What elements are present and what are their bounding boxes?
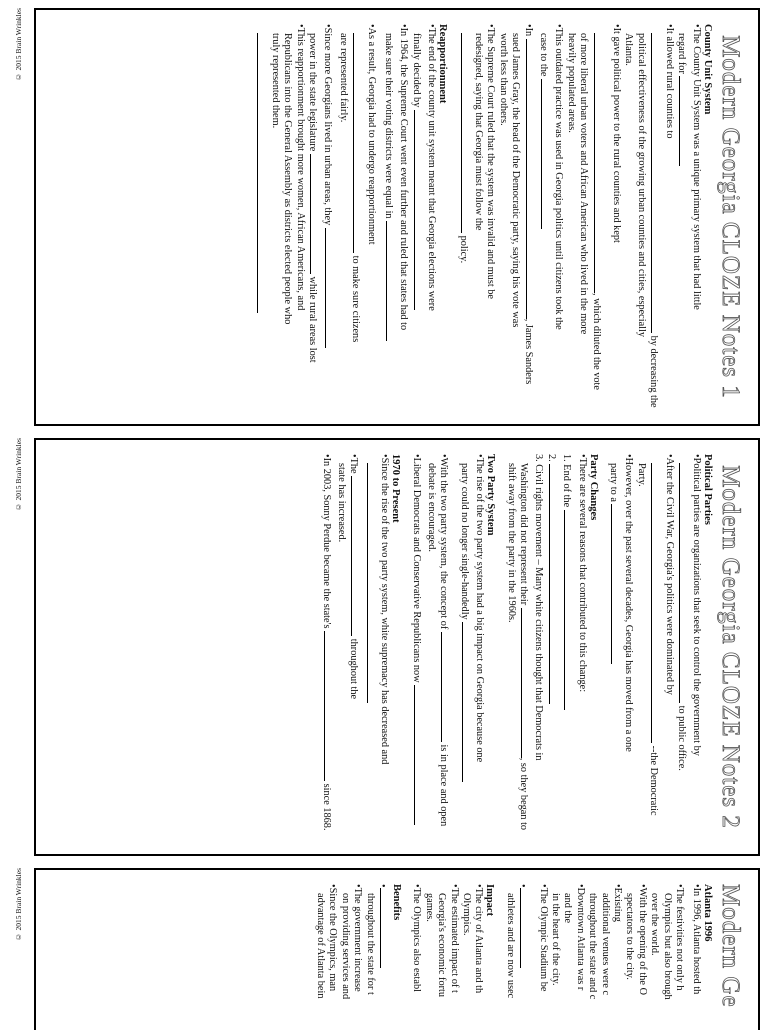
note-line — [362, 454, 377, 840]
note-line — [647, 454, 662, 840]
note-line — [364, 24, 376, 410]
section-heading: Benefits — [390, 884, 402, 921]
fill-in-blank[interactable] — [414, 110, 425, 310]
note-line: • The Supreme Court ruled that the system was invalid and must be — [484, 24, 496, 410]
note-line: • The Olympics also establ — [410, 884, 422, 1030]
note-line: Olympics. — [461, 893, 472, 936]
note-text: 2. — [545, 454, 557, 462]
note-text: 1. End of the — [561, 454, 573, 508]
note-text: --the Democratic — [648, 745, 660, 816]
section-heading: County Unit System — [702, 24, 714, 115]
note-text: In — [522, 27, 534, 37]
note-line: • With the opening of the O — [635, 884, 647, 1030]
note-line — [662, 24, 674, 410]
rotated-content — [36, 440, 758, 854]
fill-in-blank[interactable] — [325, 228, 336, 348]
note-text: Liberal Democrats and Conservative Republicans now — [410, 457, 422, 683]
note-line: • The County Unit System was a unique primary system that had little — [690, 24, 702, 410]
note-text: Washington did not represent their — [518, 463, 530, 606]
note-text: make sure their voting districts were equal in — [382, 33, 394, 219]
fill-in-blank[interactable] — [611, 504, 622, 664]
note-text: party to a — [608, 463, 620, 502]
note-line: truly represented them. — [269, 33, 281, 129]
fill-in-blank[interactable] — [441, 632, 452, 742]
note-text: In 2003, Sonny Perdue became the state's — [320, 457, 332, 629]
section-heading: Impact — [484, 884, 496, 917]
rotated-content — [36, 870, 758, 1030]
note-line: • The rise of the two party system had a big impact on Georgia because one — [473, 454, 485, 840]
section-heading: Two Party System — [485, 454, 497, 536]
note-text: since 1868. — [320, 783, 332, 831]
note-text: to public office. — [676, 705, 688, 771]
note-line — [382, 24, 397, 410]
note-text: regard for — [676, 33, 688, 74]
note-line: • The government increase — [351, 884, 363, 1030]
fill-in-blank[interactable] — [651, 33, 662, 333]
notes-panel-3 — [34, 868, 760, 1030]
note-line: • Since the Olympics, man — [326, 884, 338, 1030]
note-line — [607, 454, 622, 840]
note-line — [662, 454, 674, 840]
note-line: throughout the state and c — [587, 893, 599, 1000]
fill-in-blank[interactable] — [651, 463, 662, 743]
section-heading: Reapportionment — [437, 24, 449, 104]
note-text: , so they began to — [518, 757, 530, 831]
copyright-note: © 2015 Brain Wrinkles — [14, 438, 23, 512]
note-line: worth less than others. — [497, 33, 509, 126]
note-line: debate is encouraged. — [426, 463, 437, 552]
note-line: sued James Gray, the head of the Democratic party, saying his vote was — [510, 33, 522, 328]
fill-in-blank[interactable] — [526, 39, 537, 319]
section-heading: Atlanta 1996 — [702, 884, 714, 942]
note-line: additional venues were c — [599, 893, 611, 996]
note-line — [589, 24, 604, 410]
note-line — [321, 24, 336, 410]
note-line — [437, 454, 452, 840]
note-line — [521, 24, 536, 410]
note-text: by decreasing the — [648, 335, 660, 408]
note-text: is in place and open — [438, 744, 450, 827]
note-line: • The festivities not only h — [673, 884, 685, 1030]
rotated-content — [36, 10, 758, 424]
note-line — [537, 24, 552, 410]
note-line: games. — [423, 893, 435, 922]
copyright-note: © 2015 Brain Wrinkles — [14, 868, 23, 942]
note-line — [560, 454, 575, 840]
note-line: • The estimated impact of t — [447, 884, 459, 1030]
note-text: , James Sanders — [522, 318, 534, 385]
note-line: and the — [562, 893, 574, 924]
note-line: heavily populated areas. — [565, 33, 577, 133]
note-line: • This outdated practice was used in Georgia politics until citizens took the — [552, 24, 564, 410]
note-text: , which diluted the vote — [590, 293, 602, 390]
note-line — [544, 454, 559, 840]
note-line: • Political parties are organizations that seek to control the government by — [690, 454, 702, 840]
note-line: of more liberal urban voters and African American who lived in the more — [578, 33, 590, 335]
note-line: state has increased. — [335, 463, 347, 543]
fill-in-blank[interactable] — [380, 888, 391, 968]
note-line: redesigned, saying that Georgia must follow the — [473, 33, 484, 231]
note-text: Since more Georgians lived in urban areas, they — [322, 27, 334, 226]
note-text: case to the — [538, 33, 550, 77]
note-line — [516, 884, 531, 1030]
note-line: • Since the rise of the two party system, white supremacy has decreased and — [378, 454, 390, 840]
note-text: The — [348, 457, 360, 474]
fill-in-blank[interactable] — [353, 33, 364, 253]
fill-in-blank[interactable] — [324, 631, 335, 781]
fill-in-blank[interactable] — [257, 33, 268, 313]
note-line: political effectiveness of the growing urban counties and cities, especially — [635, 33, 647, 338]
note-text: policy. — [457, 235, 469, 264]
note-line: Olympics but also brough — [661, 893, 673, 1000]
fill-in-blank[interactable] — [461, 33, 472, 233]
note-line: Georgia's economic fortu — [436, 893, 448, 998]
note-text: to make sure citizens — [350, 255, 362, 343]
note-line: throughout the state for t — [364, 893, 376, 995]
fill-in-blank[interactable] — [541, 79, 552, 229]
fill-in-blank[interactable] — [351, 476, 362, 636]
note-line: • It gave political power to the rural counties and kept — [610, 24, 622, 410]
notes-panel-1 — [34, 8, 760, 426]
fill-in-blank[interactable] — [679, 463, 690, 703]
note-line — [517, 454, 532, 840]
note-line — [349, 24, 364, 410]
note-line: • The end of the county unit system meant that Georgia elections were — [425, 24, 437, 410]
note-line: Republicans into the General Assembly as districts elected people who — [282, 33, 294, 325]
copyright-note: © 2015 Brain Wrinkles — [14, 8, 23, 82]
note-text: power in the state legislature — [306, 33, 318, 152]
note-line: • The Olympic Stadium be — [536, 884, 548, 1030]
note-line — [409, 24, 424, 410]
note-line — [319, 454, 334, 840]
note-line: in the heart of the city. — [550, 893, 562, 986]
note-line: are represented fairly. — [337, 33, 349, 123]
note-line — [457, 454, 472, 840]
fill-in-blank[interactable] — [462, 622, 473, 782]
fill-in-blank[interactable] — [414, 685, 425, 825]
notes-panel-2 — [34, 438, 760, 856]
section-heading: Political Parties — [702, 454, 714, 525]
fill-in-blank[interactable] — [594, 33, 605, 293]
note-text: It allowed rural counties to — [663, 27, 675, 139]
note-line: spectators to the city. — [624, 893, 636, 980]
fill-in-blank[interactable] — [520, 888, 531, 968]
note-line: 3. Civil rights movement – Many white citizens thought that Democrats in — [533, 454, 545, 761]
note-line: • In 1996, Atlanta hosted th — [690, 884, 702, 1030]
note-line — [675, 454, 690, 840]
note-line: over the world. — [649, 893, 661, 956]
note-line: • This reapportionment brought more women, African Americans, and — [293, 24, 305, 410]
page-title: Modern Ge — [717, 884, 744, 1008]
note-text: After the Civil War, Georgia's politics were dominated by — [663, 457, 675, 695]
fill-in-blank[interactable] — [679, 76, 690, 166]
note-line: • The city of Atlanta and th — [472, 884, 484, 1030]
note-line: • Existing — [611, 884, 623, 1030]
fill-in-blank[interactable] — [367, 463, 378, 703]
note-line: • However, over the past several decades, Georgia has moved from a one — [622, 454, 634, 840]
note-line: athletes and are now usec — [504, 893, 516, 999]
note-line: on providing services and — [339, 893, 351, 1000]
note-line — [456, 24, 471, 410]
fill-in-blank[interactable] — [386, 221, 397, 341]
section-heading: Party Changes — [587, 454, 599, 521]
note-line — [253, 24, 268, 410]
section-heading: 1970 to Present — [390, 454, 402, 523]
note-text: throughout the — [348, 638, 360, 700]
fill-in-blank[interactable] — [549, 464, 560, 704]
note-line: advantage of Atlanta bein — [314, 893, 326, 999]
page-title: Modern Georgia CLOZE Notes 2 — [717, 465, 744, 829]
note-line — [675, 24, 690, 410]
note-line — [409, 454, 424, 840]
note-line: shift away from the party in the 1960s. — [505, 463, 517, 623]
note-text: With the two party system, the concept of — [438, 457, 450, 630]
fill-in-blank[interactable] — [310, 154, 321, 274]
note-line: • Downtown Atlanta was r — [573, 884, 585, 1030]
note-line: Party. — [635, 463, 647, 487]
note-text: finally decided by — [410, 33, 422, 108]
note-text: while rural areas lost — [306, 276, 318, 363]
fill-in-blank[interactable] — [564, 510, 575, 710]
note-line: • There are several reasons that contributed to this change: — [575, 454, 587, 840]
note-text: party could no longer single-handedly — [458, 463, 470, 620]
note-line — [376, 884, 391, 1030]
note-line: Atlanta. — [623, 33, 635, 66]
note-line — [647, 24, 662, 410]
page-title: Modern Georgia CLOZE Notes 1 — [717, 35, 744, 399]
fill-in-blank[interactable] — [521, 608, 532, 758]
note-line — [306, 24, 321, 410]
note-line: • In 1964, the Supreme Court went even further and ruled that states had to — [397, 24, 409, 410]
note-line — [347, 454, 362, 840]
note-text: As a result, Georgia had to undergo reapportionment — [365, 27, 377, 245]
